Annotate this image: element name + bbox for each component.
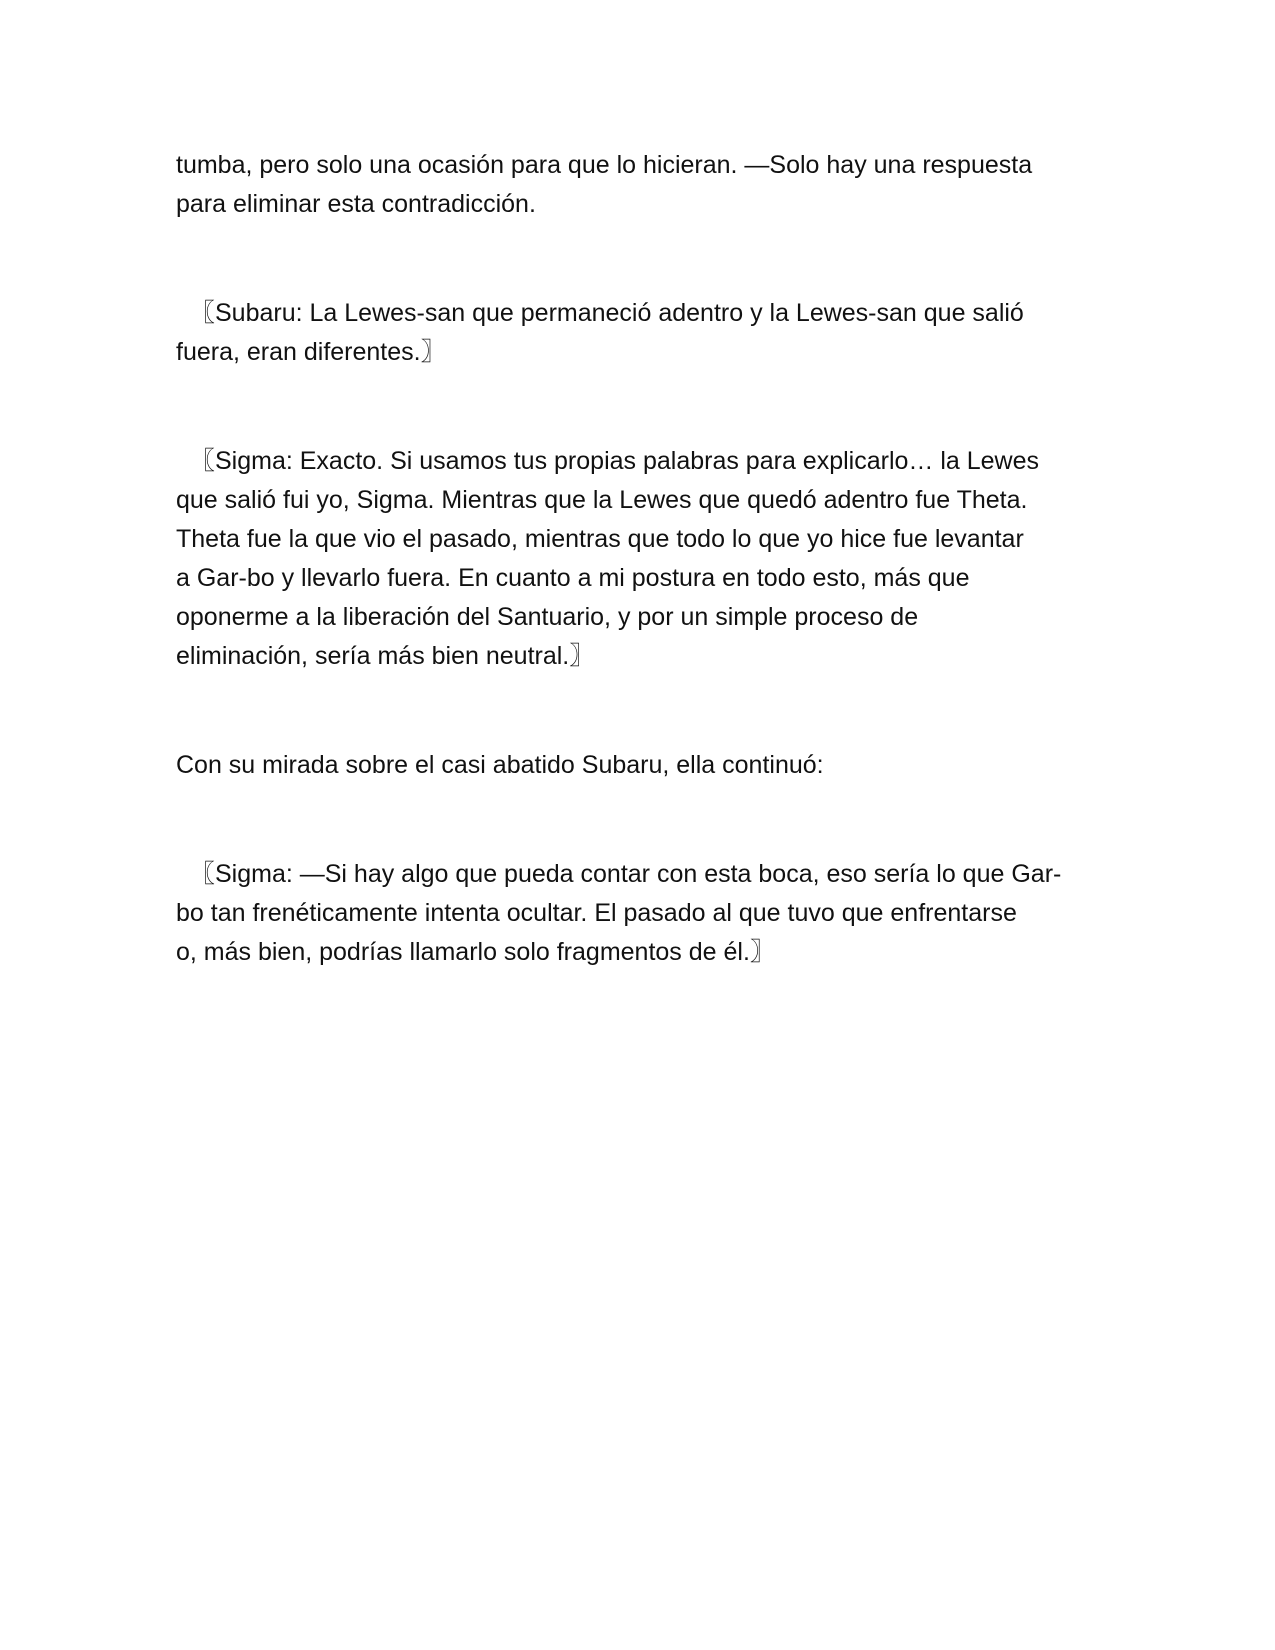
paragraph-narration-1: tumba, pero solo una ocasión para que lo hicieran. —Solo hay una respuesta para eliminar esta contradicción.	[176, 151, 1033, 218]
document-body	[176, 146, 1096, 972]
paragraph-dialogue-sigma-1: 〖Sigma: Exacto. Si usamos tus propias palabras para explicarlo… la Lewes que salió fui yo, Sigma. Mientras que la Lewes que quedó adentro fue Theta. Theta fue la que vio el pasado, mientras que todo lo que yo hice fue levantar a Gar-bo y llevarlo fuera. En cuanto a mi postura en todo esto, más que oponerme a la liberación del Santuario, y por un simple proceso de eliminación, sería más bien neutral.〗	[176, 447, 1040, 670]
paragraph-narration-2: Con su mirada sobre el casi abatido Subaru, ella continuó:	[176, 751, 824, 779]
paragraph-dialogue-subaru: 〖Subaru: La Lewes-san que permaneció adentro y la Lewes-san que salió fuera, eran diferentes.〗	[176, 299, 1024, 366]
paragraph-dialogue-sigma-2: 〖Sigma: —Si hay algo que pueda contar con esta boca, eso sería lo que Gar- bo tan frenéticamente intenta ocultar. El pasado al que tuvo que enfrentarse o, más bien, podrías llamarlo solo fragmentos de él.〗	[176, 860, 1062, 966]
